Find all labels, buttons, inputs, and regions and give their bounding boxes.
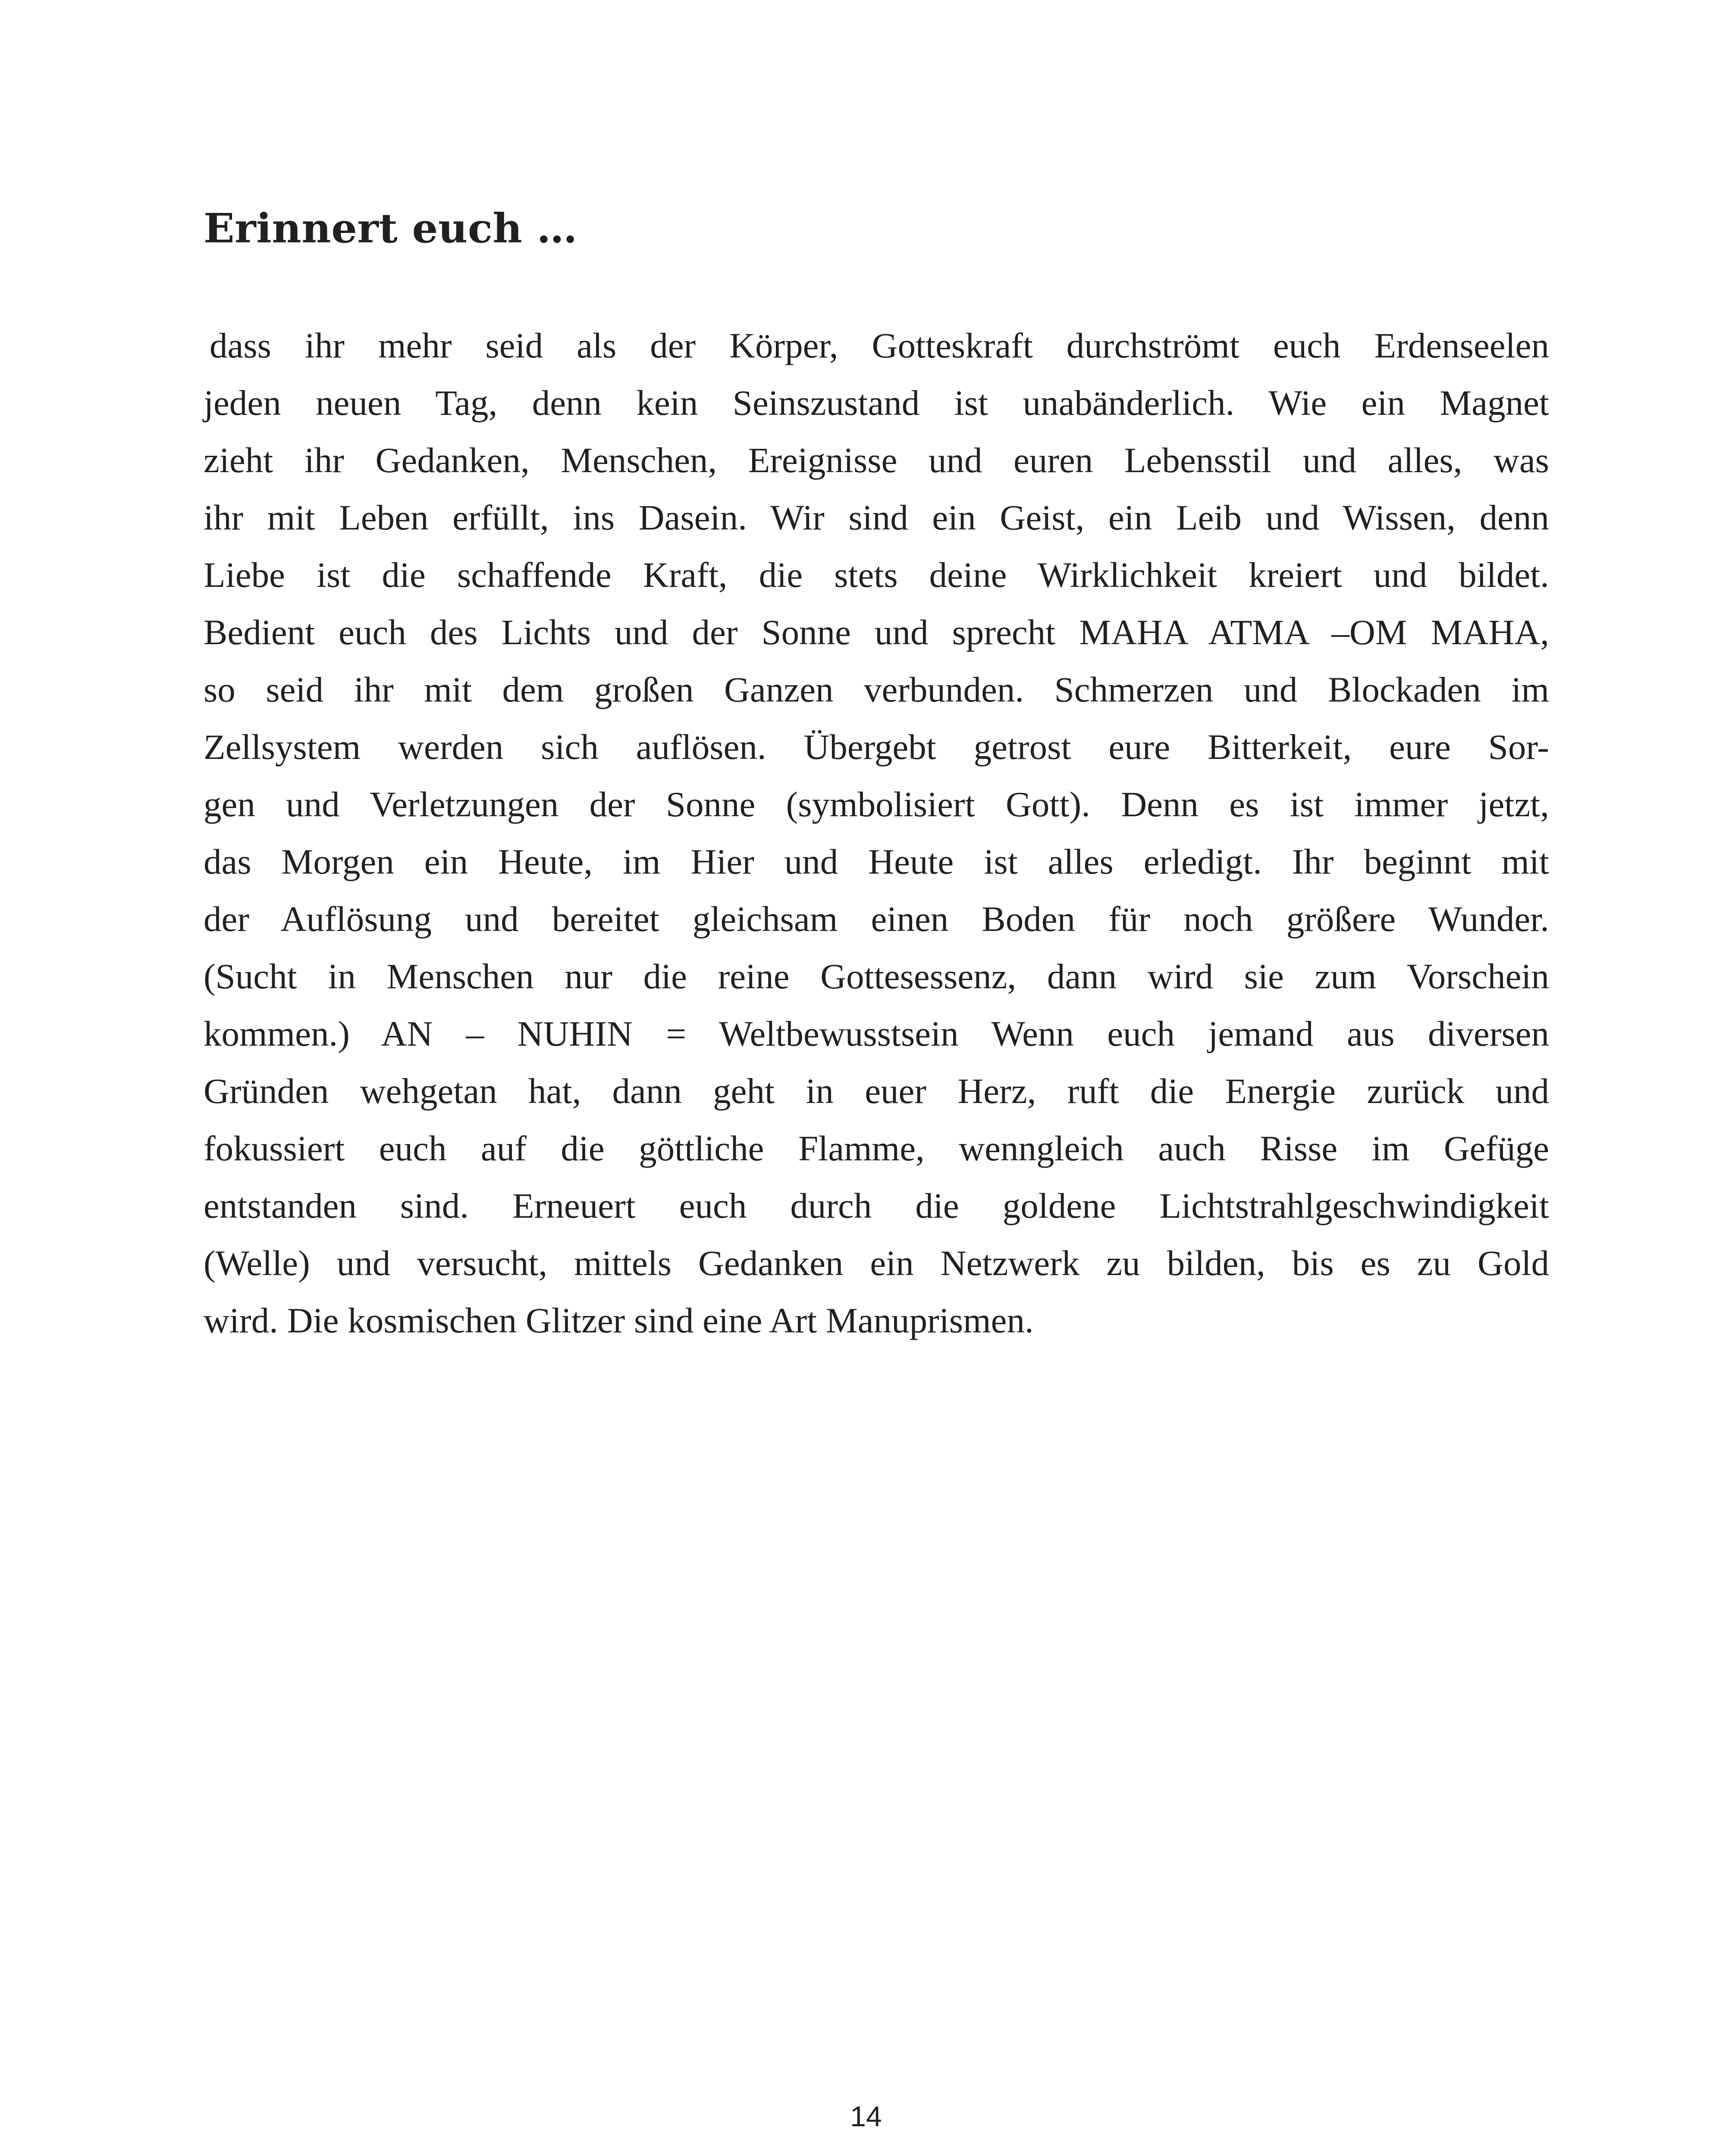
paragraph-line: so seid ihr mit dem großen Ganzen verbunden. Schmerzen und Blockaden im: [204, 670, 1549, 709]
paragraph-line: fokussiert euch auf die göttliche Flamme, wenngleich auch Risse im Gefüge: [204, 1128, 1549, 1168]
body-paragraph: [204, 317, 1549, 1349]
paragraph-line: kommen.) AN – NUHIN = Weltbewusstsein Wenn euch jemand aus diversen: [204, 1014, 1549, 1053]
paragraph-line: jeden neuen Tag, denn kein Seinszustand ist unabänderlich. Wie ein Magnet: [204, 383, 1549, 423]
paragraph-line: das Morgen ein Heute, im Hier und Heute ist alles erledigt. Ihr beginnt mit: [204, 842, 1549, 881]
paragraph-line: Bedient euch des Lichts und der Sonne und sprecht MAHA ATMA –OM MAHA,: [204, 612, 1549, 652]
paragraph-line: gen und Verletzungen der Sonne (symbolisiert Gott). Denn es ist immer jetzt,: [204, 784, 1549, 824]
paragraph-line: (Sucht in Menschen nur die reine Gottesessenz, dann wird sie zum Vorschein: [204, 956, 1549, 996]
paragraph-line: zieht ihr Gedanken, Menschen, Ereignisse und euren Lebensstil und alles, was: [204, 440, 1549, 480]
paragraph-line: ihr mit Leben erfüllt, ins Dasein. Wir sind ein Geist, ein Leib und Wissen, denn: [204, 498, 1549, 537]
paragraph-line: (Welle) und versucht, mittels Gedanken ein Netzwerk zu bilden, bis es zu Gold: [204, 1243, 1549, 1283]
paragraph-line: Liebe ist die schaffende Kraft, die stets deine Wirklichkeit kreiert und bildet.: [204, 555, 1549, 595]
section-heading: Erinnert euch …: [204, 205, 577, 252]
paragraph-line: Zellsystem werden sich auflösen. Übergebt getrost eure Bitterkeit, eure Sor-: [204, 727, 1549, 767]
paragraph-line: dass ihr mehr seid als der Körper, Gotteskraft durchströmt euch Erdenseelen: [210, 326, 1549, 365]
paragraph-line: wird. Die kosmischen Glitzer sind eine Art Manuprismen.: [204, 1300, 1034, 1340]
paragraph-line: entstanden sind. Erneuert euch durch die goldene Lichtstrahlgeschwindigkeit: [204, 1186, 1549, 1225]
page-number: 14: [850, 2100, 882, 2132]
paragraph-line: der Auflösung und bereitet gleichsam einen Boden für noch größere Wunder.: [204, 899, 1549, 939]
paragraph-line: Gründen wehgetan hat, dann geht in euer Herz, ruft die Energie zurück und: [204, 1071, 1549, 1111]
